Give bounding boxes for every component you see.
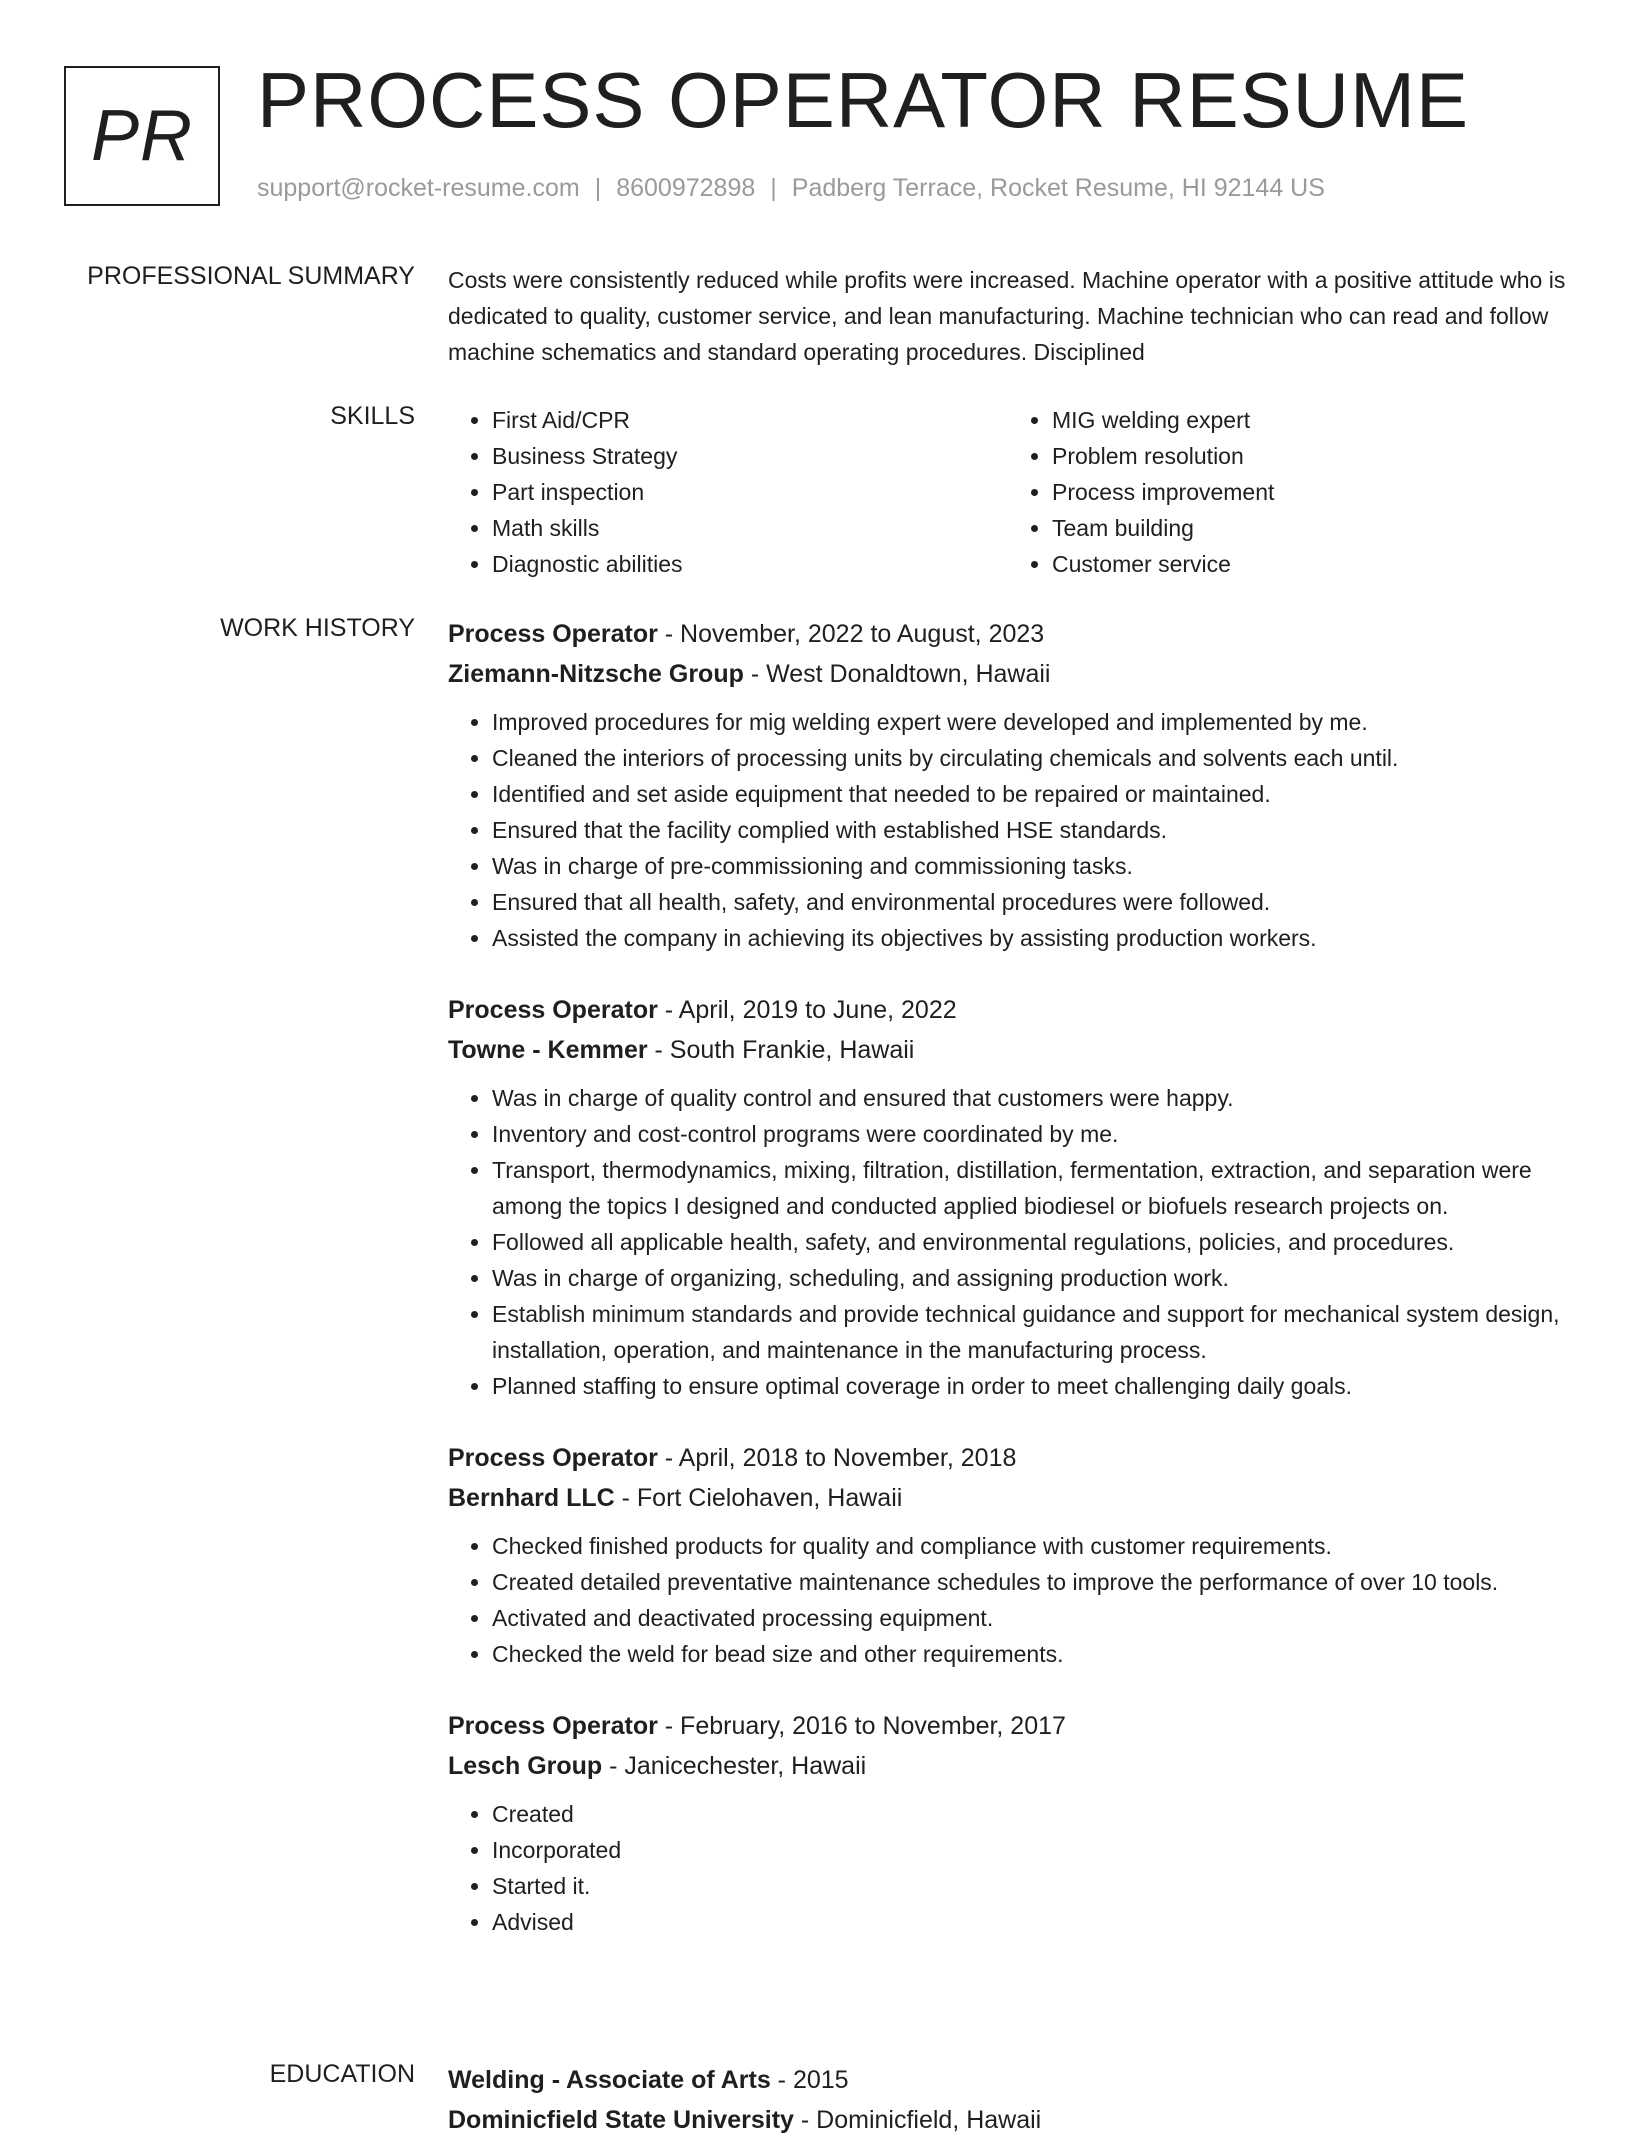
- job-location: - West Donaldtown, Hawaii: [743, 660, 1051, 688]
- job-entry: [448, 990, 1568, 1404]
- job-bullet: • Checked finished products for quality and compliance with customer requirements.: [492, 1528, 1568, 1564]
- job-title: Process Operator: [448, 1444, 658, 1472]
- job-bullet: • Was in charge of pre-commissioning and commissioning tasks.: [492, 848, 1568, 884]
- section-label-education: EDUCATION: [269, 2060, 415, 2088]
- monogram: PR: [64, 66, 220, 206]
- job-company: Bernhard LLC: [448, 1484, 615, 1512]
- job-title: Process Operator: [448, 996, 658, 1024]
- job-bullet: • Was in charge of organizing, scheduling, and assigning production work.: [492, 1260, 1568, 1296]
- skills-list-left: [448, 402, 1008, 582]
- skill-item: • Math skills: [492, 510, 1008, 546]
- job-dates: - February, 2016 to November, 2017: [657, 1712, 1066, 1740]
- job-bullet: • Improved procedures for mig welding expert were developed and implemented by me.: [492, 704, 1568, 740]
- job-entry: [448, 1706, 1568, 1940]
- job-bullet: • Identified and set aside equipment that needed to be repaired or maintained.: [492, 776, 1568, 812]
- skill-item: • Business Strategy: [492, 438, 1008, 474]
- job-bullet: • Ensured that the facility complied with established HSE standards.: [492, 812, 1568, 848]
- job-company: Lesch Group: [448, 1752, 603, 1780]
- separator: |: [770, 174, 777, 202]
- skill-item: • MIG welding expert: [1052, 402, 1568, 438]
- job-bullet: • Advised: [492, 1904, 1568, 1940]
- skill-item: • Part inspection: [492, 474, 1008, 510]
- skill-item: • Process improvement: [1052, 474, 1568, 510]
- job-entry: [448, 614, 1568, 956]
- job-location: - Janicechester, Hawaii: [602, 1752, 867, 1780]
- job-bullet: • Cleaned the interiors of processing units by circulating chemicals and solvents each until.: [492, 740, 1568, 776]
- contact-address: Padberg Terrace, Rocket Resume, HI 92144 US: [791, 174, 1325, 202]
- skills-list-right: [1008, 402, 1568, 582]
- job-dates: - April, 2019 to June, 2022: [657, 996, 957, 1024]
- skill-item: • Problem resolution: [1052, 438, 1568, 474]
- section-label-skills: SKILLS: [330, 402, 415, 430]
- job-company: Ziemann-Nitzsche Group: [448, 660, 744, 688]
- job-bullet: • Checked the weld for bead size and other requirements.: [492, 1636, 1568, 1672]
- job-title: Process Operator: [448, 1712, 658, 1740]
- job-location: - South Frankie, Hawaii: [647, 1036, 915, 1064]
- job-bullet: • Created detailed preventative maintenance schedules to improve the performance of over 10 tools.: [492, 1564, 1568, 1600]
- job-bullet: • Incorporated: [492, 1832, 1568, 1868]
- summary-text: Costs were consistently reduced while profits were increased. Machine operator with a positive attitude who is dedicated to quality, customer service, and lean manufacturing. Machine technician who can read and follow machine schematics and standard operating procedures. Disciplined: [448, 267, 1566, 365]
- job-bullet: • Planned staffing to ensure optimal coverage in order to meet challenging daily goals.: [492, 1368, 1568, 1404]
- job-bullets: [448, 1796, 1568, 1940]
- job-dates: - November, 2022 to August, 2023: [657, 620, 1045, 648]
- job-title: Process Operator: [448, 620, 658, 648]
- job-bullet: • Assisted the company in achieving its objectives by assisting production workers.: [492, 920, 1568, 956]
- education-location: - Dominicfield, Hawaii: [793, 2106, 1042, 2134]
- education-year: - 2015: [770, 2066, 849, 2094]
- job-location: - Fort Cielohaven, Hawaii: [614, 1484, 903, 1512]
- section-label-work-history: WORK HISTORY: [220, 614, 415, 642]
- job-bullets: [448, 704, 1568, 956]
- job-bullet: • Establish minimum standards and provide technical guidance and support for mechanical system design, installation, operation, and maintenance in the manufacturing process.: [492, 1296, 1568, 1368]
- separator: |: [594, 174, 602, 202]
- job-bullets: [448, 1080, 1568, 1404]
- skill-item: • First Aid/CPR: [492, 402, 1008, 438]
- section-label-summary: PROFESSIONAL SUMMARY: [87, 262, 415, 290]
- job-bullets: [448, 1528, 1568, 1672]
- job-bullet: • Transport, thermodynamics, mixing, filtration, distillation, fermentation, extraction, and separation were among the topics I designed and conducted applied biodiesel or biofuels research projects on.: [492, 1152, 1568, 1224]
- job-company: Towne - Kemmer: [448, 1036, 648, 1064]
- education-school: Dominicfield State University: [448, 2106, 794, 2134]
- contact-line: [257, 174, 1325, 203]
- job-dates: - April, 2018 to November, 2018: [657, 1444, 1017, 1472]
- job-bullet: • Activated and deactivated processing equipment.: [492, 1600, 1568, 1636]
- skill-item: • Team building: [1052, 510, 1568, 546]
- page-title: PROCESS OPERATOR RESUME: [257, 56, 1470, 144]
- job-bullet: • Was in charge of quality control and ensured that customers were happy.: [492, 1080, 1568, 1116]
- contact-email[interactable]: support@rocket-resume.com: [257, 174, 580, 202]
- job-entry: [448, 1438, 1568, 1672]
- job-bullet: • Followed all applicable health, safety, and environmental regulations, policies, and procedures.: [492, 1224, 1568, 1260]
- job-bullet: • Started it.: [492, 1868, 1568, 1904]
- education-degree: Welding - Associate of Arts: [448, 2066, 771, 2094]
- job-bullet: • Created: [492, 1796, 1568, 1832]
- skill-item: • Customer service: [1052, 546, 1568, 582]
- job-bullet: • Ensured that all health, safety, and environmental procedures were followed.: [492, 884, 1568, 920]
- skill-item: • Diagnostic abilities: [492, 546, 1008, 582]
- job-bullet: • Inventory and cost-control programs were coordinated by me.: [492, 1116, 1568, 1152]
- contact-phone: 8600972898: [616, 174, 756, 202]
